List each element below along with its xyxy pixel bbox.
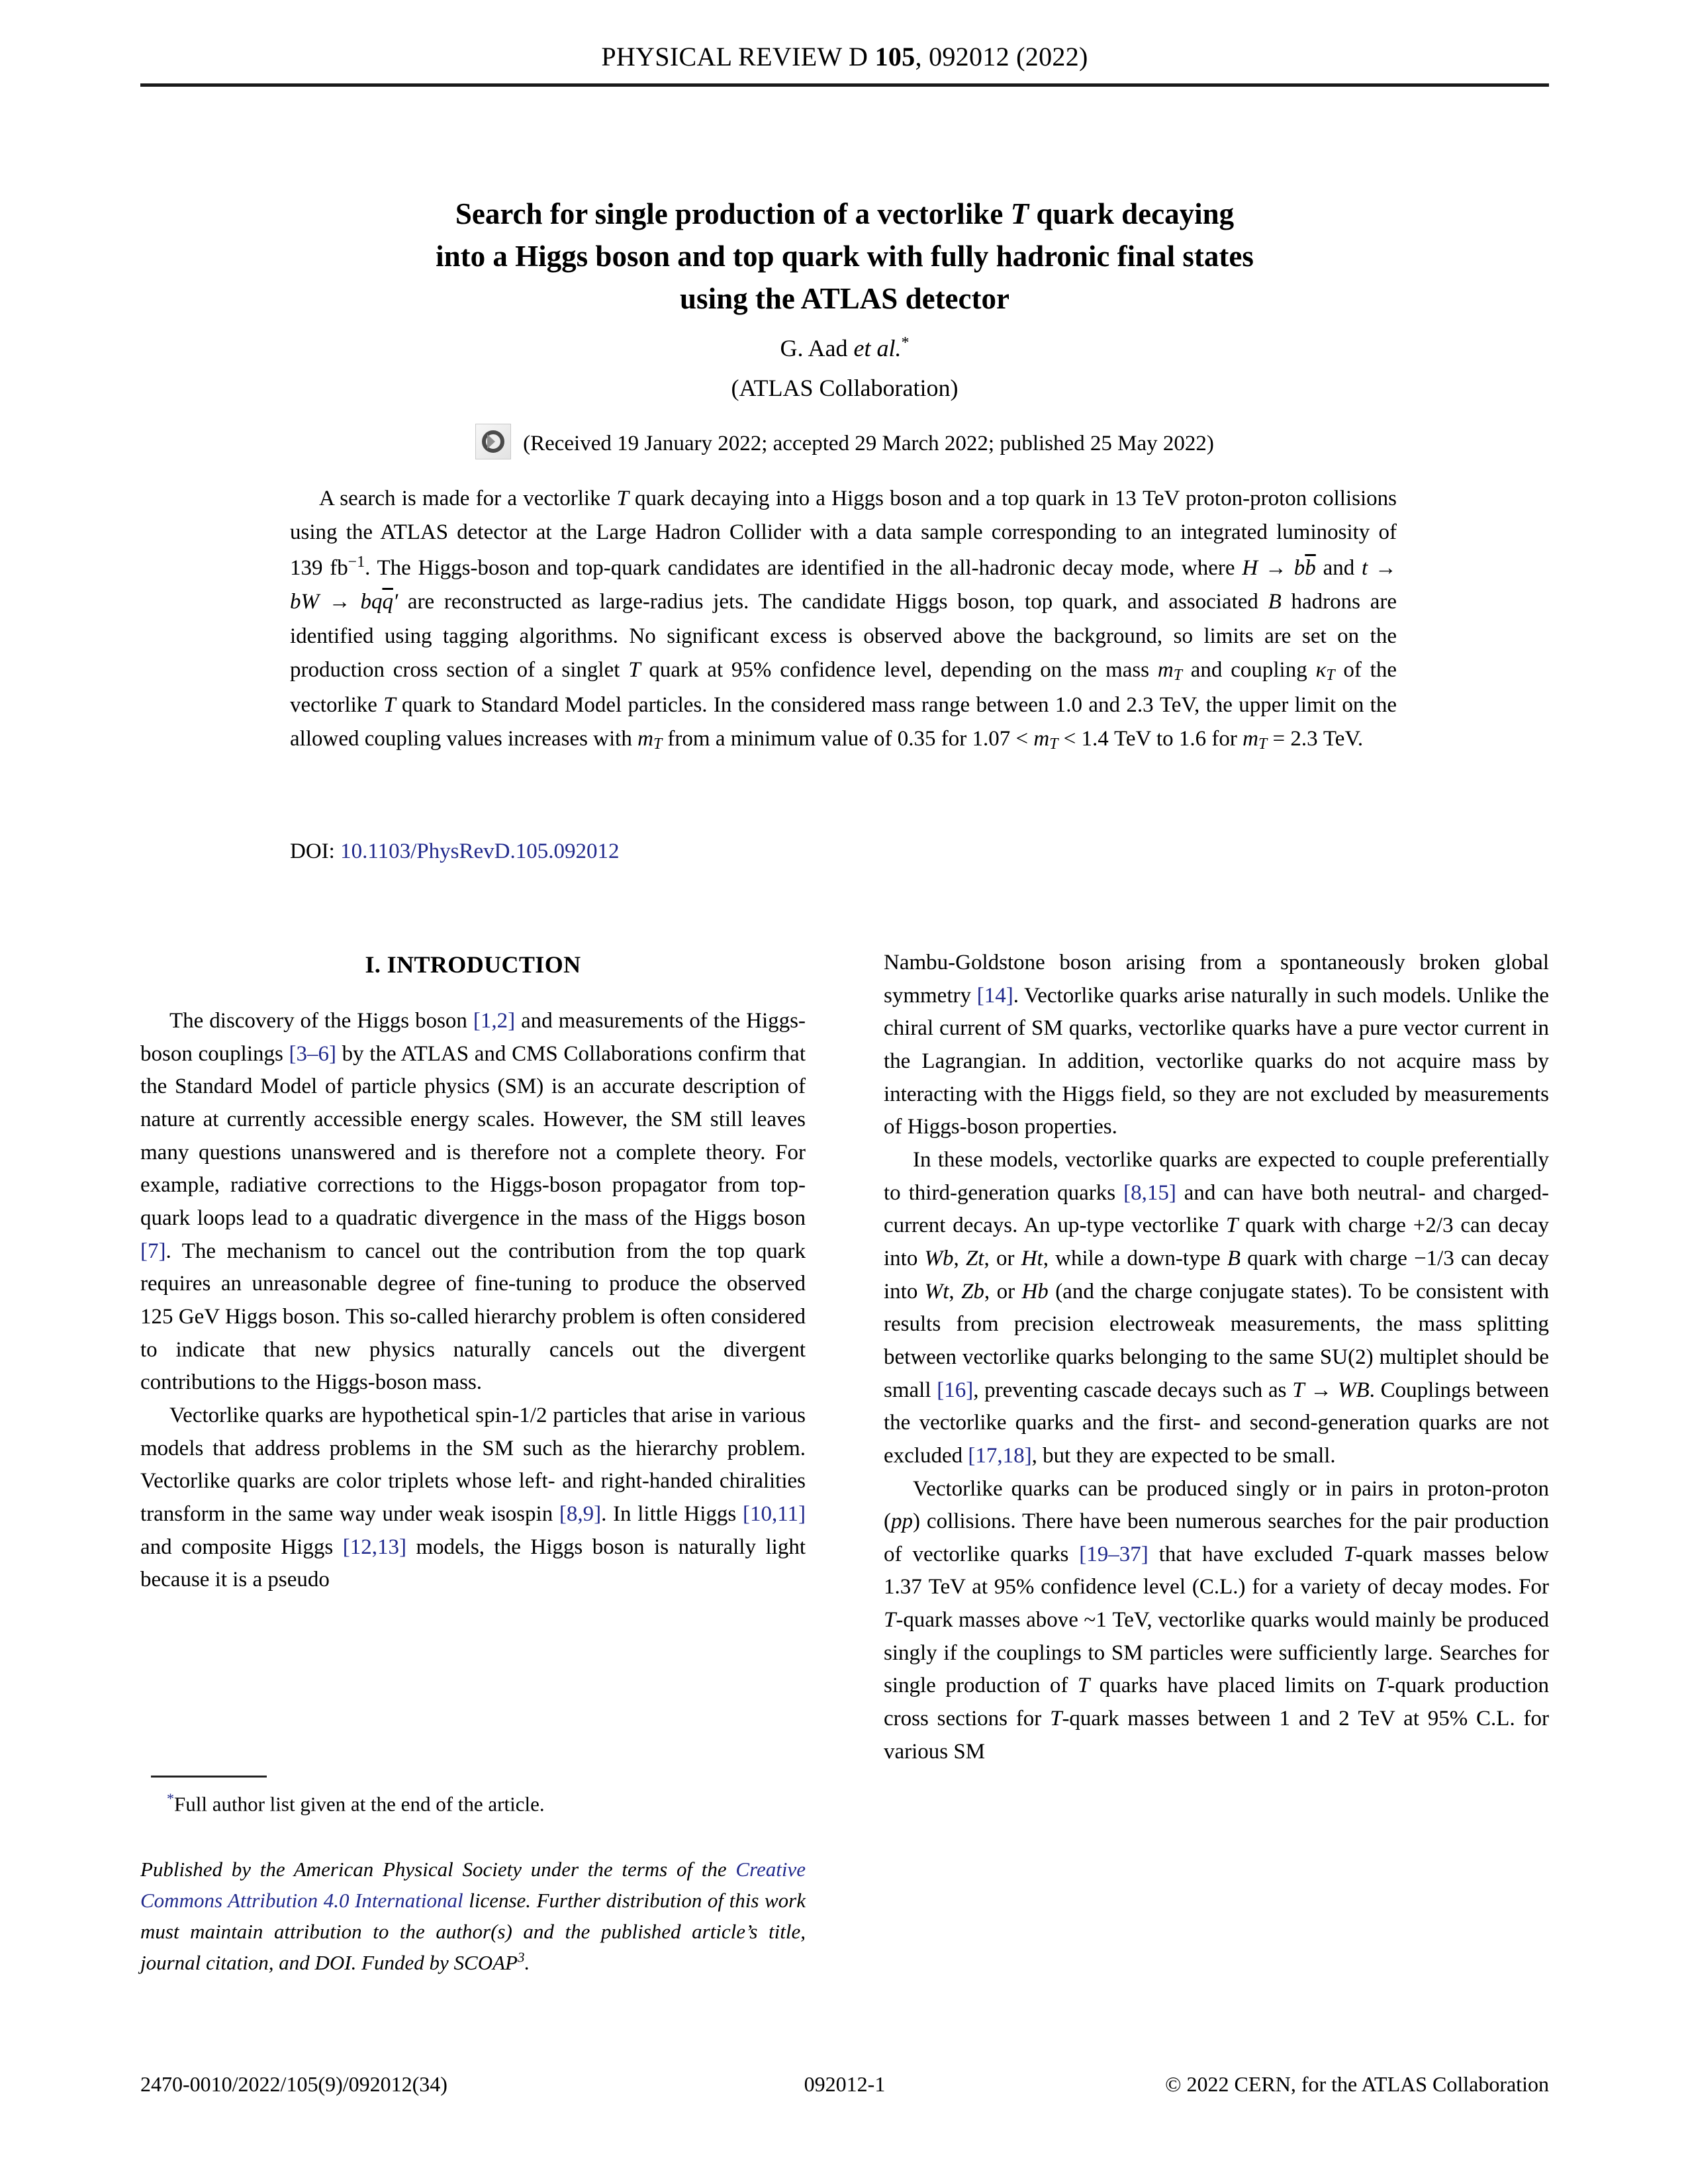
column-left <box>140 947 806 1597</box>
author-line <box>278 334 1411 362</box>
page-footer <box>140 2072 1549 2097</box>
citation-14[interactable]: [14] <box>976 983 1013 1008</box>
author-footnote-marker[interactable]: * <box>901 334 910 352</box>
paragraph-right-2: In these models, vectorlike quarks are expected to couple preferentially to third-generation quarks [8,15] and can have both neutral- and charged-current decays. An up-type vectorlike T quark with charge +2/3 can decay into Wb, Zt, or Ht, while a down-type B quark with charge −1/3 can decay into Wt, Zb, or Hb (and the charge conjugate states). To be consistent with results from precision electroweak measurements, the mass splitting between vectorlike quarks belonging to the same SU(2) multiplet should be small [16], preventing cascade decays such as T → WB. Couplings between the vectorlike quarks and the first- and second-generation quarks are not excluded [17,18], but they are expected to be small. <box>884 1147 1550 1468</box>
citation-17-18[interactable]: [17,18] <box>968 1443 1032 1468</box>
footnote-author-list <box>140 1787 806 1820</box>
doi-link[interactable]: 10.1103/PhysRevD.105.092012 <box>340 839 620 863</box>
publication-dates: (Received 19 January 2022; accepted 29 March 2022; published 25 May 2022) <box>523 432 1214 455</box>
citation-16[interactable]: [16] <box>937 1378 974 1402</box>
license-part-1: Published by the American Physical Society under the terms of the <box>140 1858 736 1881</box>
abstract-text: A search is made for a vectorlike T quark decaying into a Higgs boson and a top quark in 13 TeV proton-proton collisions using the ATLAS detector at the Large Hadron Collider with a data sample corresponding to an integrated luminosity of 139 $fb^{-1}$. The Higgs-boson and top-quark candidates are identified in the all-hadronic decay mode, where $H \to b\overline{b}$ and t → bW → $bq\overline{q}'$ are reconstructed as large-radius jets. The candidate Higgs boson, top quark, and associated B hadrons are identified using tagging algorithms. No significant excess is observed above the background, so limits are set on the production cross section of a singlet T quark at 95% confidence level, depending on the mass $m_T$ and coupling $\kappa_T$ of the vectorlike T quark to Standard Model particles. In the considered mass range between 1.0 and 2.3 TeV, the upper limit on the allowed coupling values increases with $m_T$ from a minimum value of 0.35 for $1.07 < m_T < 1.4$ TeV to 1.6 for $m_T = 2.3$ TeV. <box>290 487 1397 753</box>
footnote-rule <box>151 1776 267 1778</box>
license-part-2: license. Further distribution of this work must maintain attribution to the author(s) and the published article’s title, journal citation, and DOI. Funded by SCOAP <box>140 1889 806 1975</box>
paragraph-right-1: Nambu-Goldstone boson arising from a spontaneously broken global symmetry [14]. Vectorlike quarks arise naturally in such models. Unlike the chiral current of SM quarks, vectorlike quarks have a pure vector current in the Lagrangian. In addition, vectorlike quarks do not acquire mass by interacting with the Higgs field, so they are not excluded by measurements of Higgs-boson properties. <box>884 951 1549 1139</box>
license-link[interactable]: Creative Commons Attribution 4.0 International <box>140 1858 806 1913</box>
publication-dates-row <box>278 424 1411 459</box>
article-number-year: , 092012 (2022) <box>915 42 1088 71</box>
doi-label: DOI: <box>290 839 341 863</box>
title-line-1-prefix: Search for single production of a vectorlike <box>455 197 1011 230</box>
citation-8-9[interactable]: [8,9] <box>559 1502 602 1527</box>
footer-issn-line: 2470-0010/2022/105(9)/092012(34) <box>140 2072 447 2096</box>
check-for-updates-icon[interactable] <box>475 424 511 459</box>
license-block <box>140 1854 806 1978</box>
license-period: . <box>524 1951 530 1975</box>
citation-10-11[interactable]: [10,11] <box>742 1502 806 1527</box>
running-head <box>140 41 1549 72</box>
abstract <box>290 482 1397 757</box>
footer-page-number: 092012-1 <box>804 2072 886 2096</box>
page-title <box>278 193 1411 320</box>
citation-12-13[interactable]: [12,13] <box>342 1535 406 1559</box>
license-superscript: 3 <box>518 1950 525 1966</box>
journal-name: PHYSICAL REVIEW D <box>601 42 868 71</box>
paragraph-left-2: Vectorlike quarks are hypothetical spin-1/2 particles that arise in various models that address problems in the SM such as the hierarchy problem. Vectorlike quarks are color triplets whose left- and right-handed chiralities transform in the same way under weak isospin [8,9]. In little Higgs [10,11] and composite Higgs [12,13] models, the Higgs boson is naturally light because it is a pseudo <box>140 1403 806 1592</box>
title-line-2: into a Higgs boson and top quark with fully hadronic final states <box>436 239 1254 273</box>
title-line-3: using the ATLAS detector <box>680 281 1009 315</box>
citation-19-37[interactable]: [19–37] <box>1079 1542 1149 1566</box>
citation-3-6[interactable]: [3–6] <box>289 1041 336 1066</box>
title-italic-T: T <box>1010 197 1029 230</box>
author-etal: et al. <box>853 335 902 361</box>
paragraph-left-1: The discovery of the Higgs boson [1,2] and measurements of the Higgs-boson couplings [3–6] by the ATLAS and CMS Collaborations confirm that the Standard Model of particle physics (SM) is an accurate description of nature at currently accessible energy scales. However, the SM still leaves many questions unanswered and is therefore not a complete theory. For example, radiative corrections to the Higgs-boson propagator from top-quark loops lead to a quadratic divergence in the mass of the Higgs boson [7]. The mechanism to cancel out the contribution from the top quark requires an unreasonable degree of fine-tuning to produce the observed 125 GeV Higgs boson. This so-called hierarchy problem is often considered to indicate that new physics naturally cancels out the divergent contributions to the Higgs-boson mass. <box>140 1009 806 1395</box>
footnote-star-marker: * <box>167 1790 174 1807</box>
license-text <box>140 1854 806 1978</box>
volume-number: 105 <box>874 42 915 71</box>
citation-1-2[interactable]: [1,2] <box>473 1009 516 1033</box>
citation-7[interactable]: [7] <box>140 1239 166 1263</box>
section-heading-introduction: I. INTRODUCTION <box>365 951 581 978</box>
footer-copyright: © 2022 CERN, for the ATLAS Collaboration <box>1165 2072 1549 2096</box>
footnote-text: Full author list given at the end of the article. <box>174 1792 545 1816</box>
column-right <box>884 947 1549 1768</box>
title-line-1-suffix: quark decaying <box>1029 197 1235 230</box>
header-rule <box>140 83 1549 87</box>
doi-line <box>290 839 619 864</box>
citation-8-15[interactable]: [8,15] <box>1123 1180 1176 1205</box>
paragraph-right-3: Vectorlike quarks can be produced singly or in pairs in proton-proton (pp) collisions. There have been numerous searches for the pair production of vectorlike quarks [19–37] that have excluded T-quark masses below 1.37 TeV at 95% confidence level (C.L.) for a variety of decay modes. For T-quark masses above ~1 TeV, vectorlike quarks would mainly be produced singly if the couplings to SM particles were sufficiently large. Searches for single production of T quarks have placed limits on T-quark production cross sections for T-quark masses between 1 and 2 TeV at 95% C.L. for various SM <box>884 1476 1550 1764</box>
collaboration-name: (ATLAS Collaboration) <box>731 375 959 401</box>
author-name: G. Aad <box>780 335 854 361</box>
footnote-block <box>140 1787 806 1820</box>
